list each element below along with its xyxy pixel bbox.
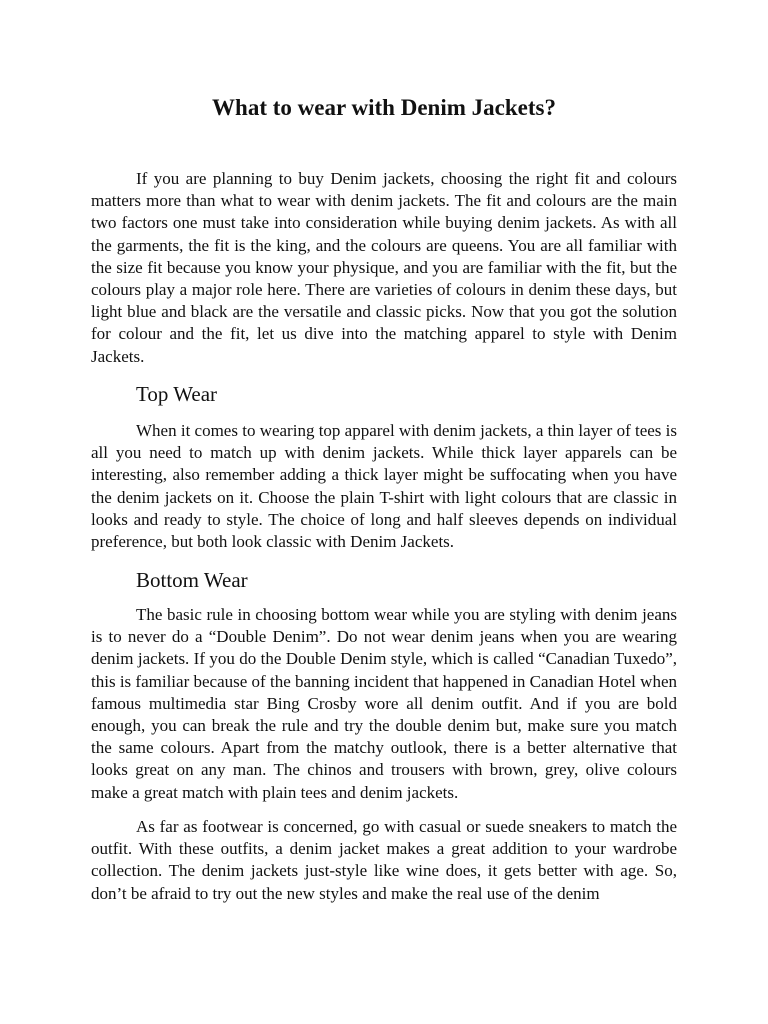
page-title: What to wear with Denim Jackets? [212,95,556,120]
footwear-paragraph: As far as footwear is concerned, go with casual or suede sneakers to match the outfit. With these outfits, a denim jacket makes a great addition to your wardrobe collection. The denim jackets just-style like wine does, it gets better with age. So, don’t be afraid to try out the new styles and make the real use of the denim [91,817,677,903]
top-wear-paragraph: When it comes to wearing top apparel with denim jackets, a thin layer of tees is all you need to match up with denim jackets. While thick layer apparels can be interesting, also remember adding a thick layer might be suffocating when you have the denim jackets on it. Choose the plain T-shirt with light colours that are classic in looks and ready to style. The choice of long and half sleeves depends on individual preference, but both look classic with Denim Jackets. [91,421,677,552]
intro-paragraph: If you are planning to buy Denim jackets, choosing the right fit and colours matters more than what to wear with denim jackets. The fit and colours are the main two factors one must take into consideration while buying denim jackets. As with all the garments, the fit is the king, and the colours are queens. You are all familiar with the size fit because you know your physique, and you are familiar with the fit, but the colours play a major role here. There are varieties of colours in denim these days, but light blue and black are the versatile and classic picks. Now that you got the solution for colour and the fit, let us dive into the matching apparel to style with Denim Jackets. [91,169,677,366]
section-heading-bottom-wear: Bottom Wear [136,568,248,592]
bottom-wear-paragraph: The basic rule in choosing bottom wear while you are styling with denim jeans is to never do a “Double Denim”. Do not wear denim jeans when you are wearing denim jackets. If you do the Double Denim style, which is called “Canadian Tuxedo”, this is familiar because of the banning incident that happened in Canadian Hotel when famous multimedia star Bing Crosby wore all denim outfit. And if you are bold enough, you can break the rule and try the double denim but, make sure you match the same colours. Apart from the matchy outlook, there is a better alternative that looks great on any man. The chinos and trousers with brown, grey, olive colours make a great match with plain tees and denim jackets. [91,605,677,802]
section-heading-top-wear: Top Wear [136,382,218,406]
